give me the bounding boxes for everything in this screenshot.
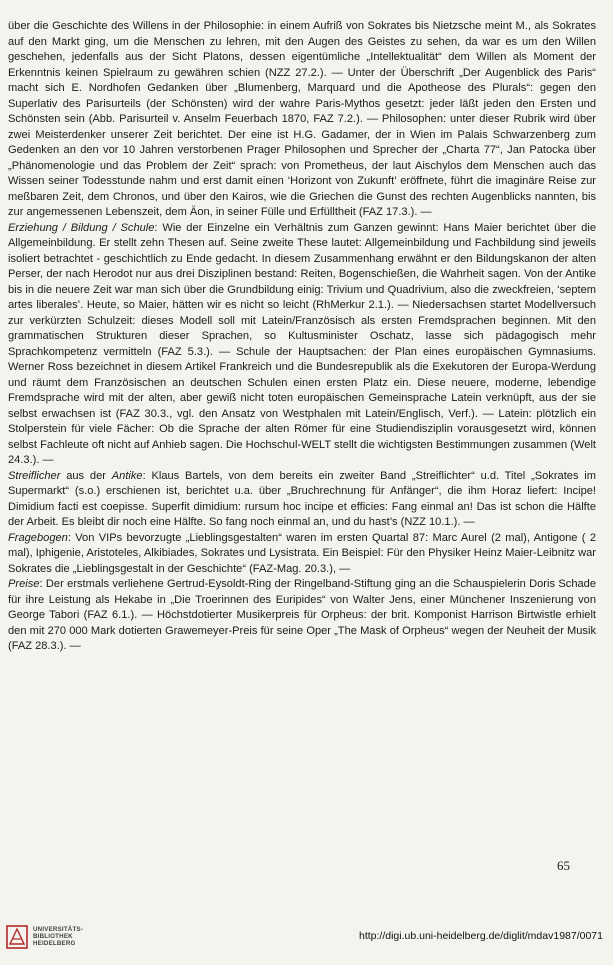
digital-library-url[interactable]: http://digi.ub.uni-heidelberg.de/diglit/mdav1987/0071 <box>358 930 603 942</box>
section-heading: Streiflicher <box>8 469 61 482</box>
paragraph <box>8 531 596 578</box>
article-body <box>8 19 596 655</box>
section-heading: Antike <box>111 469 143 482</box>
section-heading: Fragebogen <box>8 531 68 544</box>
paragraph-text: aus der <box>60 469 112 482</box>
library-logo-icon <box>6 925 28 949</box>
paragraph <box>8 221 596 469</box>
paragraph-text: : Der erstmals verliehene Gertrud-Eysoldt-Ring der Ringelband-Stiftung ging an die Schauspielerin Doris Schade für ihre Leistung als Hekabe in „Die Troerinnen des Euripides“ von Walter Jens, einer Münchener Inszenierung von George Tabori (FAZ 6.1.). — Höchstdotierter Musikerpreis für Orpheus: der brit. Komponist Harrison Birtwistle erhielt den mit 270 000 Mark dotierten Grawemeyer-Preis für seine Oper „The Mask of Orpheus“ wegen der Neuheit der Musik (FAZ 28.3.). — <box>8 578 596 652</box>
section-heading: Preise <box>8 578 40 590</box>
paragraph-text: über die Geschichte des Willens in der Philosophie: in einem Aufriß von Sokrates bis Nietzsche meint M., als Sokrates auf den Markt ging, um die Menschen zu lehren, mit den Augen des Geistes zu sehen, da war es um den Willen geschehen, jedenfalls aus der Sicht Platons, dessen eigentümliche „Intellektualität“ dem Willen als Moment der Erkenntnis keinen Spielraum zu gewähren schien (NZZ 27.2.). — Unter der Überschrift „Der Augenblick des Paris“ macht sich E. Nordhofen Gedanken über „Blumenberg, Marquard und die Apotheose des Plurals“: gegen den Superlativ des Parisurteils (der Schönsten) wird der wahre Paris-Mythos gesetzt: jeder läßt jeden den Ersten und Schönsten sein (Abb. Parisurteil v. Anselm Feuerbach 1870, FAZ 7.2.). — Philosophen: unter dieser Rubrik wird über zwei Meisterdenker unserer Zeit berichtet. Der eine ist H.G. Gadamer, der in Wien im Palais Schwarzenberg zum Gedenken an den vor 10 Jahren verstorbenen Prager Philosophen und Sprecher der „Charta 77“, Jan Patocka über „Phänomenologie und das Problem der Zeit“ sprach: von Prometheus, der laut Aischylos dem Menschen auch das Wissen seiner Todesstunde nahm und erst damit einen ‘Horizont von Zukunft’ eröffnete, führt die imaginäre Reise zur meßbaren Zeit, dem Chronos, und über den Kairos, wie die Griechen die Gunst des rechten Augenblicks nannten, bis zur angemessenen Lebenszeit, dem Äon, in seiner Fülle und Erfülltheit (FAZ 17.3.). — <box>8 20 596 218</box>
library-name: UNIVERSITÄTS- BIBLIOTHEK HEIDELBERG <box>33 926 84 948</box>
paragraph-text: : Klaus Bartels, von dem bereits ein zweiter Band „Streiflichter“ u.d. Titel „Sokrates im Supermarkt“ (s.o.) erschienen ist, berichtet u.a. über „Bruchrechnung für Anfänger“, die ihm Horaz liefert: Incipe! Dimidium facti est coepisse. Superfit dimidium: rursum hoc incipe et efficies: Fang einmal an! Das ist schon die Hälfte der Arbeit. Es bleibt dir noch eine Hälfte. So fang noch einmal an, und du hast’s (NZZ 10.1.). — <box>8 469 597 528</box>
section-heading: Erziehung / Bildung / Schule <box>8 221 155 234</box>
page-number: 65 <box>557 858 570 873</box>
paragraph-text: : Wie der Einzelne ein Verhältnis zum Ganzen gewinnt: Hans Maier berichtet über die Allgemeinbildung. Er stellt zehn Thesen auf. Seine zweite These lautet: Allgemeinbildung und Fachbildung sind jeweils isoliert betrachtet - geschichtlich zu Ende gedacht. In diesem Zusammenhang erwähnt er den Bildungskanon der alten Perser, der nach Herodot nur aus drei Disziplinen bestand: Reiten, Bogenschießen, die Wahrheit sagen. Von der Antike bis in die neuere Zeit war man sich über die Grundbildung einig: Trivium und Quadrivium, also die zweckfreien, ‘septem artes liberales’. Heute, so Maier, hätten wir es nicht so leicht (RhMerkur 2.1.). — Niedersachsen startet Modellversuch zur verkürzten Schulzeit: dieses Modell soll mit Latein/Französisch als ersten Fremdsprachen beginnen. Mit den grammatischen Strukturen dieser Sprachen, so Kultusminister Oschatz, lasse sich pädagogisch mehr Sprachkompetenz vermitteln (FAZ 5.3.). — Schule der Hauptsachen: der Plan eines europäischen Gymnasiums. Werner Ross bezeichnet in diesem Artikel Frankreich und die Bundesrepublik als die Exekutoren der Europa-Werdung und räumt dem Französischen an deutschen Schulen einen ersten Platz ein. Diese neuere, moderne, lebendige Fremdsprache wird mit der alten, aber gewiß nicht toten europäischen Gemeinsprache Latein verknüpft, aus der sie selbst erwachsen ist (FAZ 30.3., vgl. den Ansatz von Westphalen mit Latein/Englisch, Verf.). — Latein: plötzlich ein Stolperstein für viele Fächer: Ob die Sprache der alten Römer für eine Studiendisziplin vorausgesetzt wird, können selbst Fachleute oft nicht auf Anhieb sagen. Die Hochschul-WELT stellt die wichtigsten Bestimmungen zusammen (Welt 24.3.). — <box>8 221 596 466</box>
paragraph-text: : Von VIPs bevorzugte „Lieblingsgestalten“ waren im ersten Quartal 87: Marc Aurel (2 mal), Antigone ( 2 mal), Iphigenie, Aristoteles, Alkibiades, Sokrates und Lysistrata. Ein Beispiel: Für den Physiker Heinz Maier-Leibnitz war Sokrates die „Lieblingsgestalt in der Geschichte“ (FAZ-Mag. 20.3.), — <box>8 531 596 575</box>
paragraph <box>8 19 596 221</box>
paragraph <box>8 577 596 655</box>
footer <box>0 915 613 965</box>
paragraph <box>8 469 596 531</box>
